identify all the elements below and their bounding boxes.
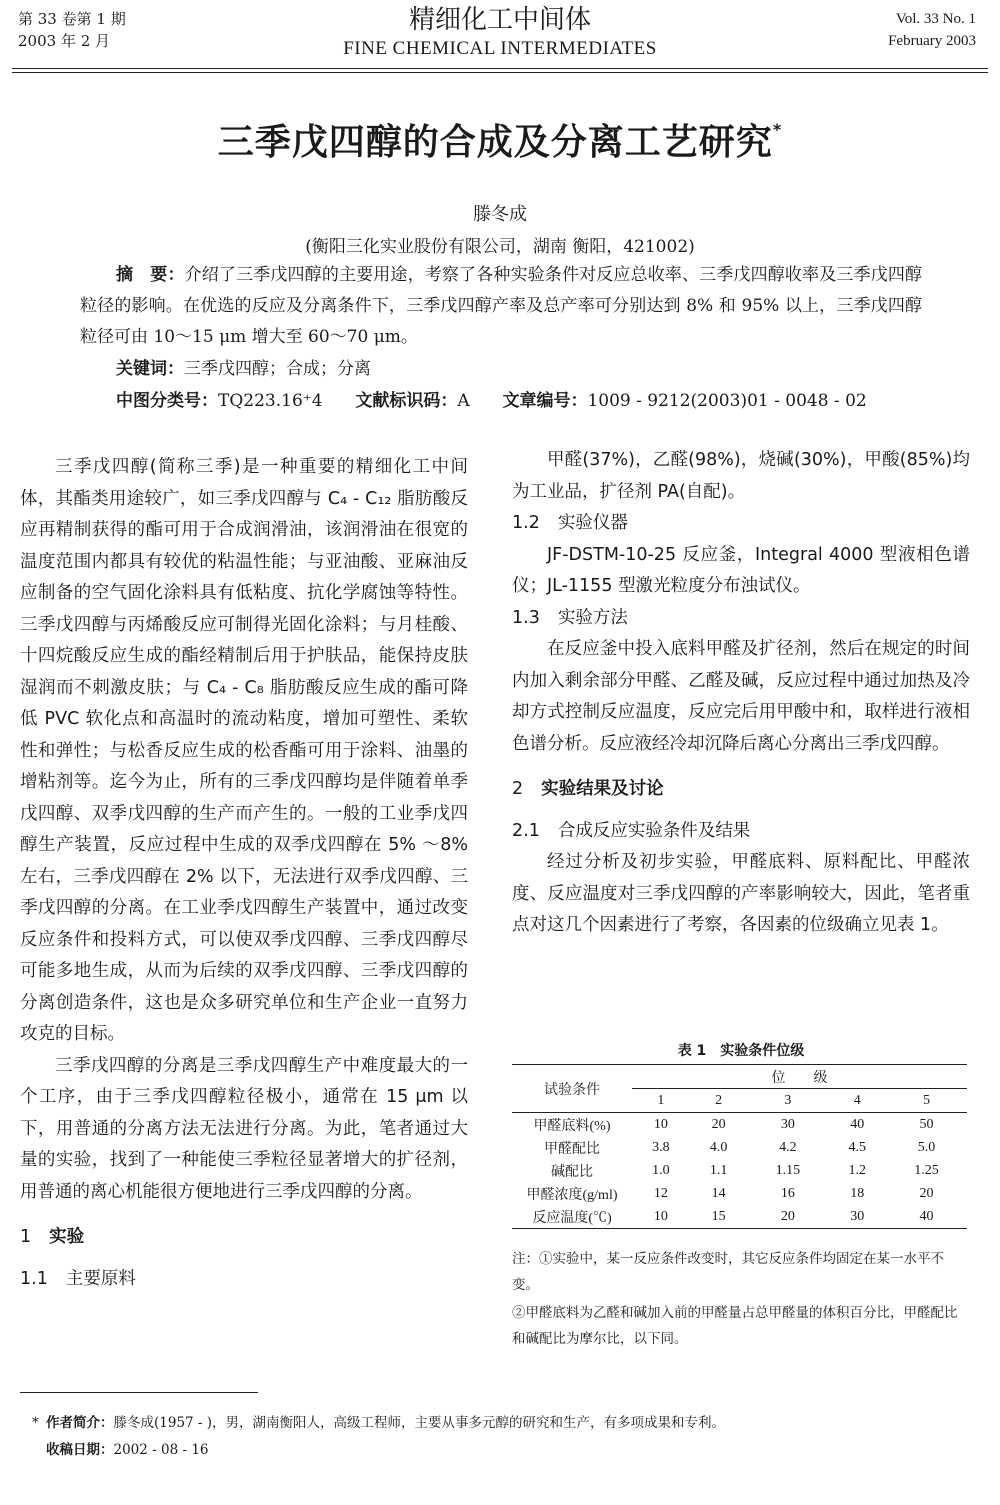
volume-en: Vol. 33 No. 1: [895, 11, 976, 27]
intro-paragraph-1: 三季戊四醇(简称三季)是一种重要的精细化工中间体，其酯类用途较广，如三季戊四醇与 C₄ - C₁₂ 脂肪酸反应再精制获得的酯可用于合成润滑油，该润滑油在很宽的温度范围内都具有较优的粘温性能；与亚油酸、亚麻油反应制备的空气固化涂料具有低粘度、抗化学腐蚀等特性。三季戊四醇与丙烯酸反应可制得光固化涂料；与月桂酸、十四烷酸反应生成的酯经精制后用于护肤品，能保持皮肤湿润而不刺激皮肤；与 C₄ - C₈ 脂肪酸反应生成的酯可降低 PVC 软化点和高温时的流动粘度，增加可塑性、柔软性和弹性；与松香反应生成的松香酯可用于涂料、油墨的增粘剂等。迄今为止，所有的三季戊四醇均是伴随着单季戊四醇、双季戊四醇的生产而产生的。一般的工业季戊四醇生产装置，反应过程中生成的双季戊四醇在 5% ～8% 左右，三季戊四醇在 2% 以下，无法进行双季戊四醇、三季戊四醇的分离。在工业季戊四醇生产装置中，通过改变反应条件和投料方式，可以使双季戊四醇、三季戊四醇尽可能多地生成，从而为后续的双季戊四醇、三季戊四醇的分离创造条件，这也是众多研究单位和生产企业一直努力攻克的目标。: [20, 457, 468, 1044]
table-cell: 18: [850, 1185, 865, 1201]
table-level-header: 1: [657, 1092, 665, 1108]
table-level-header: 4: [853, 1092, 861, 1108]
section-1-2-number: 1.2: [512, 513, 540, 533]
article-no-label: 文章编号：: [502, 391, 588, 411]
table-cell: 1.25: [914, 1162, 939, 1178]
table-1-caption: 表 1 实验条件位级: [677, 1043, 805, 1059]
section-1-2-heading: [512, 508, 970, 540]
table-cell: 甲醛底料(%): [533, 1118, 611, 1134]
abstract-text: 介绍了三季戊四醇的主要用途，考察了各种实验条件对反应总收率、三季戊四醇收率及三季戊四醇粒径的影响。在优选的反应及分离条件下，三季戊四醇产率及总产率可分别达到 8% 和 95% 以上，三季戊四醇粒径可由 10～15 μm 增大至 60～70 μm。: [80, 265, 922, 347]
header-rule-thin: [12, 72, 988, 73]
section-1-2-title: 实验仪器: [557, 513, 628, 533]
classification-line: [116, 386, 867, 411]
author-bio: [32, 1410, 726, 1436]
right-column: [512, 445, 970, 942]
table-cell: 甲醛浓度(g/ml): [526, 1187, 618, 1203]
results-paragraph: 经过分析及初步实验，甲醛底料、原料配比、甲醛浓度、反应温度对三季戊四醇的产率影响较大，因此，笔者重点对这几个因素进行了考察，各因素的位级确立见表 1。: [512, 852, 970, 935]
materials-paragraph: 甲醛(37%)，乙醛(98%)，烧碱(30%)，甲酸(85%)均为工业品，扩径剂 PA(自配)。: [512, 450, 970, 502]
table-level-header: 2: [715, 1092, 723, 1108]
method-paragraph: 在反应釜中投入底料甲醛及扩径剂，然后在规定的时间内加入剩余部分甲醛、乙醛及碱，反应过程中通过加热及冷却方式控制反应温度，反应完后用甲酸中和，取样进行液相色谱分析。反应液经冷却沉降后离心分离出三季戊四醇。: [512, 639, 970, 754]
author-affiliation: (衡阳三化实业股份有限公司，湖南 衡阳，421002): [305, 237, 695, 257]
section-2-number: 2: [512, 779, 524, 799]
instruments-paragraph: JF-DSTM-10-25 反应釜，Integral 4000 型液相色谱仪；JL-1155 型激光粒度分布浊试仪。: [512, 544, 970, 596]
keywords-label: 关键词：: [116, 359, 184, 379]
article-title: [0, 114, 1000, 165]
table-row-header: 试验条件: [512, 1065, 632, 1113]
doc-code-value: A: [457, 391, 470, 411]
header-rule: [12, 68, 988, 69]
section-1-3-heading: [512, 603, 970, 635]
table-cell: 甲醛配比: [544, 1141, 600, 1157]
abstract: [80, 260, 922, 353]
doc-code-label: 文献标识码：: [355, 391, 458, 411]
table-note-1: 注：①实验中，某一反应条件改变时，其它反应条件均固定在某一水平不变。: [512, 1251, 944, 1293]
table-cell: 20: [711, 1116, 726, 1132]
table-cell: 3.8: [652, 1139, 670, 1155]
article-no-value: 1009 - 9212(2003)01 - 0048 - 02: [587, 391, 867, 411]
table-cell: 16: [780, 1185, 795, 1201]
left-column: [20, 452, 468, 1295]
table-cell: 12: [653, 1185, 668, 1201]
table-row: [512, 1136, 967, 1159]
received-value: 2002 - 08 - 16: [113, 1442, 209, 1458]
date-en: February 2003: [888, 33, 976, 49]
section-2-title: 实验结果及讨论: [541, 779, 664, 799]
table-cell: 15: [711, 1208, 726, 1224]
section-1-1-heading: [20, 1264, 468, 1296]
section-1-1-title: 主要原料: [65, 1268, 136, 1289]
table-level-header: 5: [923, 1092, 931, 1108]
section-2-heading: [512, 774, 970, 806]
table-cell: 4.2: [779, 1139, 797, 1155]
section-1-1-number: 1.1: [20, 1268, 48, 1289]
clc-label: 中图分类号：: [116, 391, 218, 411]
keywords-text: 三季戊四醇；合成；分离: [184, 359, 371, 379]
clc-value: TQ223.16⁺4: [218, 391, 323, 411]
table-cell: 40: [919, 1208, 934, 1224]
table-cell: 14: [711, 1185, 726, 1201]
table-cell: 30: [850, 1208, 865, 1224]
table-group-header: 位 级: [632, 1065, 967, 1089]
article-title-text: 三季戊四醇的合成及分离工艺研究: [217, 122, 773, 163]
table-cell: 1.0: [652, 1162, 670, 1178]
table-cell: 1.15: [775, 1162, 801, 1178]
table-cell: 30: [780, 1116, 795, 1132]
author-bio-text: 滕冬成(1957 - )，男，湖南衡阳人，高级工程师，主要从事多元醇的研究和生产，有多项成果和专利。: [113, 1415, 726, 1431]
table-cell: 20: [780, 1208, 795, 1224]
table-cell: 5.0: [917, 1139, 936, 1155]
section-2-1-title: 合成反应实验条件及结果: [557, 820, 751, 841]
table-cell: 40: [850, 1116, 865, 1132]
conditions-table: [512, 1064, 967, 1229]
table-cell: 4.5: [848, 1139, 866, 1155]
section-1-3-title: 实验方法: [557, 607, 628, 628]
table-level-header: 3: [784, 1092, 792, 1108]
journal-masthead: [0, 4, 1000, 62]
title-footnote-mark: *: [772, 120, 783, 139]
table-row: [512, 1159, 967, 1182]
table-row: [512, 1182, 967, 1205]
section-2-1-heading: [512, 816, 970, 848]
section-1-3-number: 1.3: [512, 607, 540, 628]
table-cell: 50: [919, 1116, 934, 1132]
issue-volume: 第 33 卷第 1 期: [18, 10, 126, 28]
section-1-number: 1: [20, 1227, 32, 1247]
issue-info-en: [888, 8, 976, 52]
table-1: [512, 1064, 967, 1229]
table-row: [512, 1113, 967, 1137]
author-bio-label: 作者简介：: [46, 1415, 114, 1431]
intro-paragraph-2: 三季戊四醇的分离是三季戊四醇生产中难度最大的一个工序，由于三季戊四醇粒径极小，通常在 15 μm 以下，用普通的分离方法无法进行分离。为此，笔者通过大量的实验，找到了一种能使三季粒径显著增大的扩径剂，用普通的离心机能很方便地进行三季戊四醇的分离。: [20, 1055, 468, 1202]
received-date: [46, 1437, 209, 1463]
table-cell: 1.2: [848, 1162, 866, 1178]
table-cell: 10: [653, 1116, 668, 1132]
table-note-2: ②甲醛底料为乙醛和碱加入前的甲醛量占总甲醛量的体积百分比，甲醛配比和碱配比为摩尔比，以下同。: [512, 1305, 958, 1347]
table-cell: 10: [653, 1208, 668, 1224]
footnote-rule: [20, 1392, 258, 1393]
journal-title-cn: 精细化工中间体: [408, 5, 591, 35]
table-row: [512, 1205, 967, 1229]
abstract-label: 摘 要：: [116, 265, 185, 285]
section-1-heading: [20, 1222, 468, 1254]
section-2-1-number: 2.1: [512, 820, 540, 841]
author-name: 滕冬成: [473, 204, 527, 225]
journal-title-en: FINE CHEMICAL INTERMEDIATES: [343, 38, 657, 59]
keywords: [116, 354, 371, 379]
footnote-marker: *: [32, 1415, 39, 1431]
received-label: 收稿日期：: [46, 1442, 114, 1458]
table-cell: 4.0: [709, 1139, 728, 1155]
section-1-title: 实验: [49, 1227, 85, 1247]
table-cell: 反应温度(℃): [532, 1210, 612, 1226]
table-cell: 1.1: [709, 1162, 728, 1178]
table-cell: 碱配比: [551, 1164, 593, 1180]
issue-date: 2003 年 2 月: [18, 32, 111, 50]
table-cell: 20: [919, 1185, 934, 1201]
